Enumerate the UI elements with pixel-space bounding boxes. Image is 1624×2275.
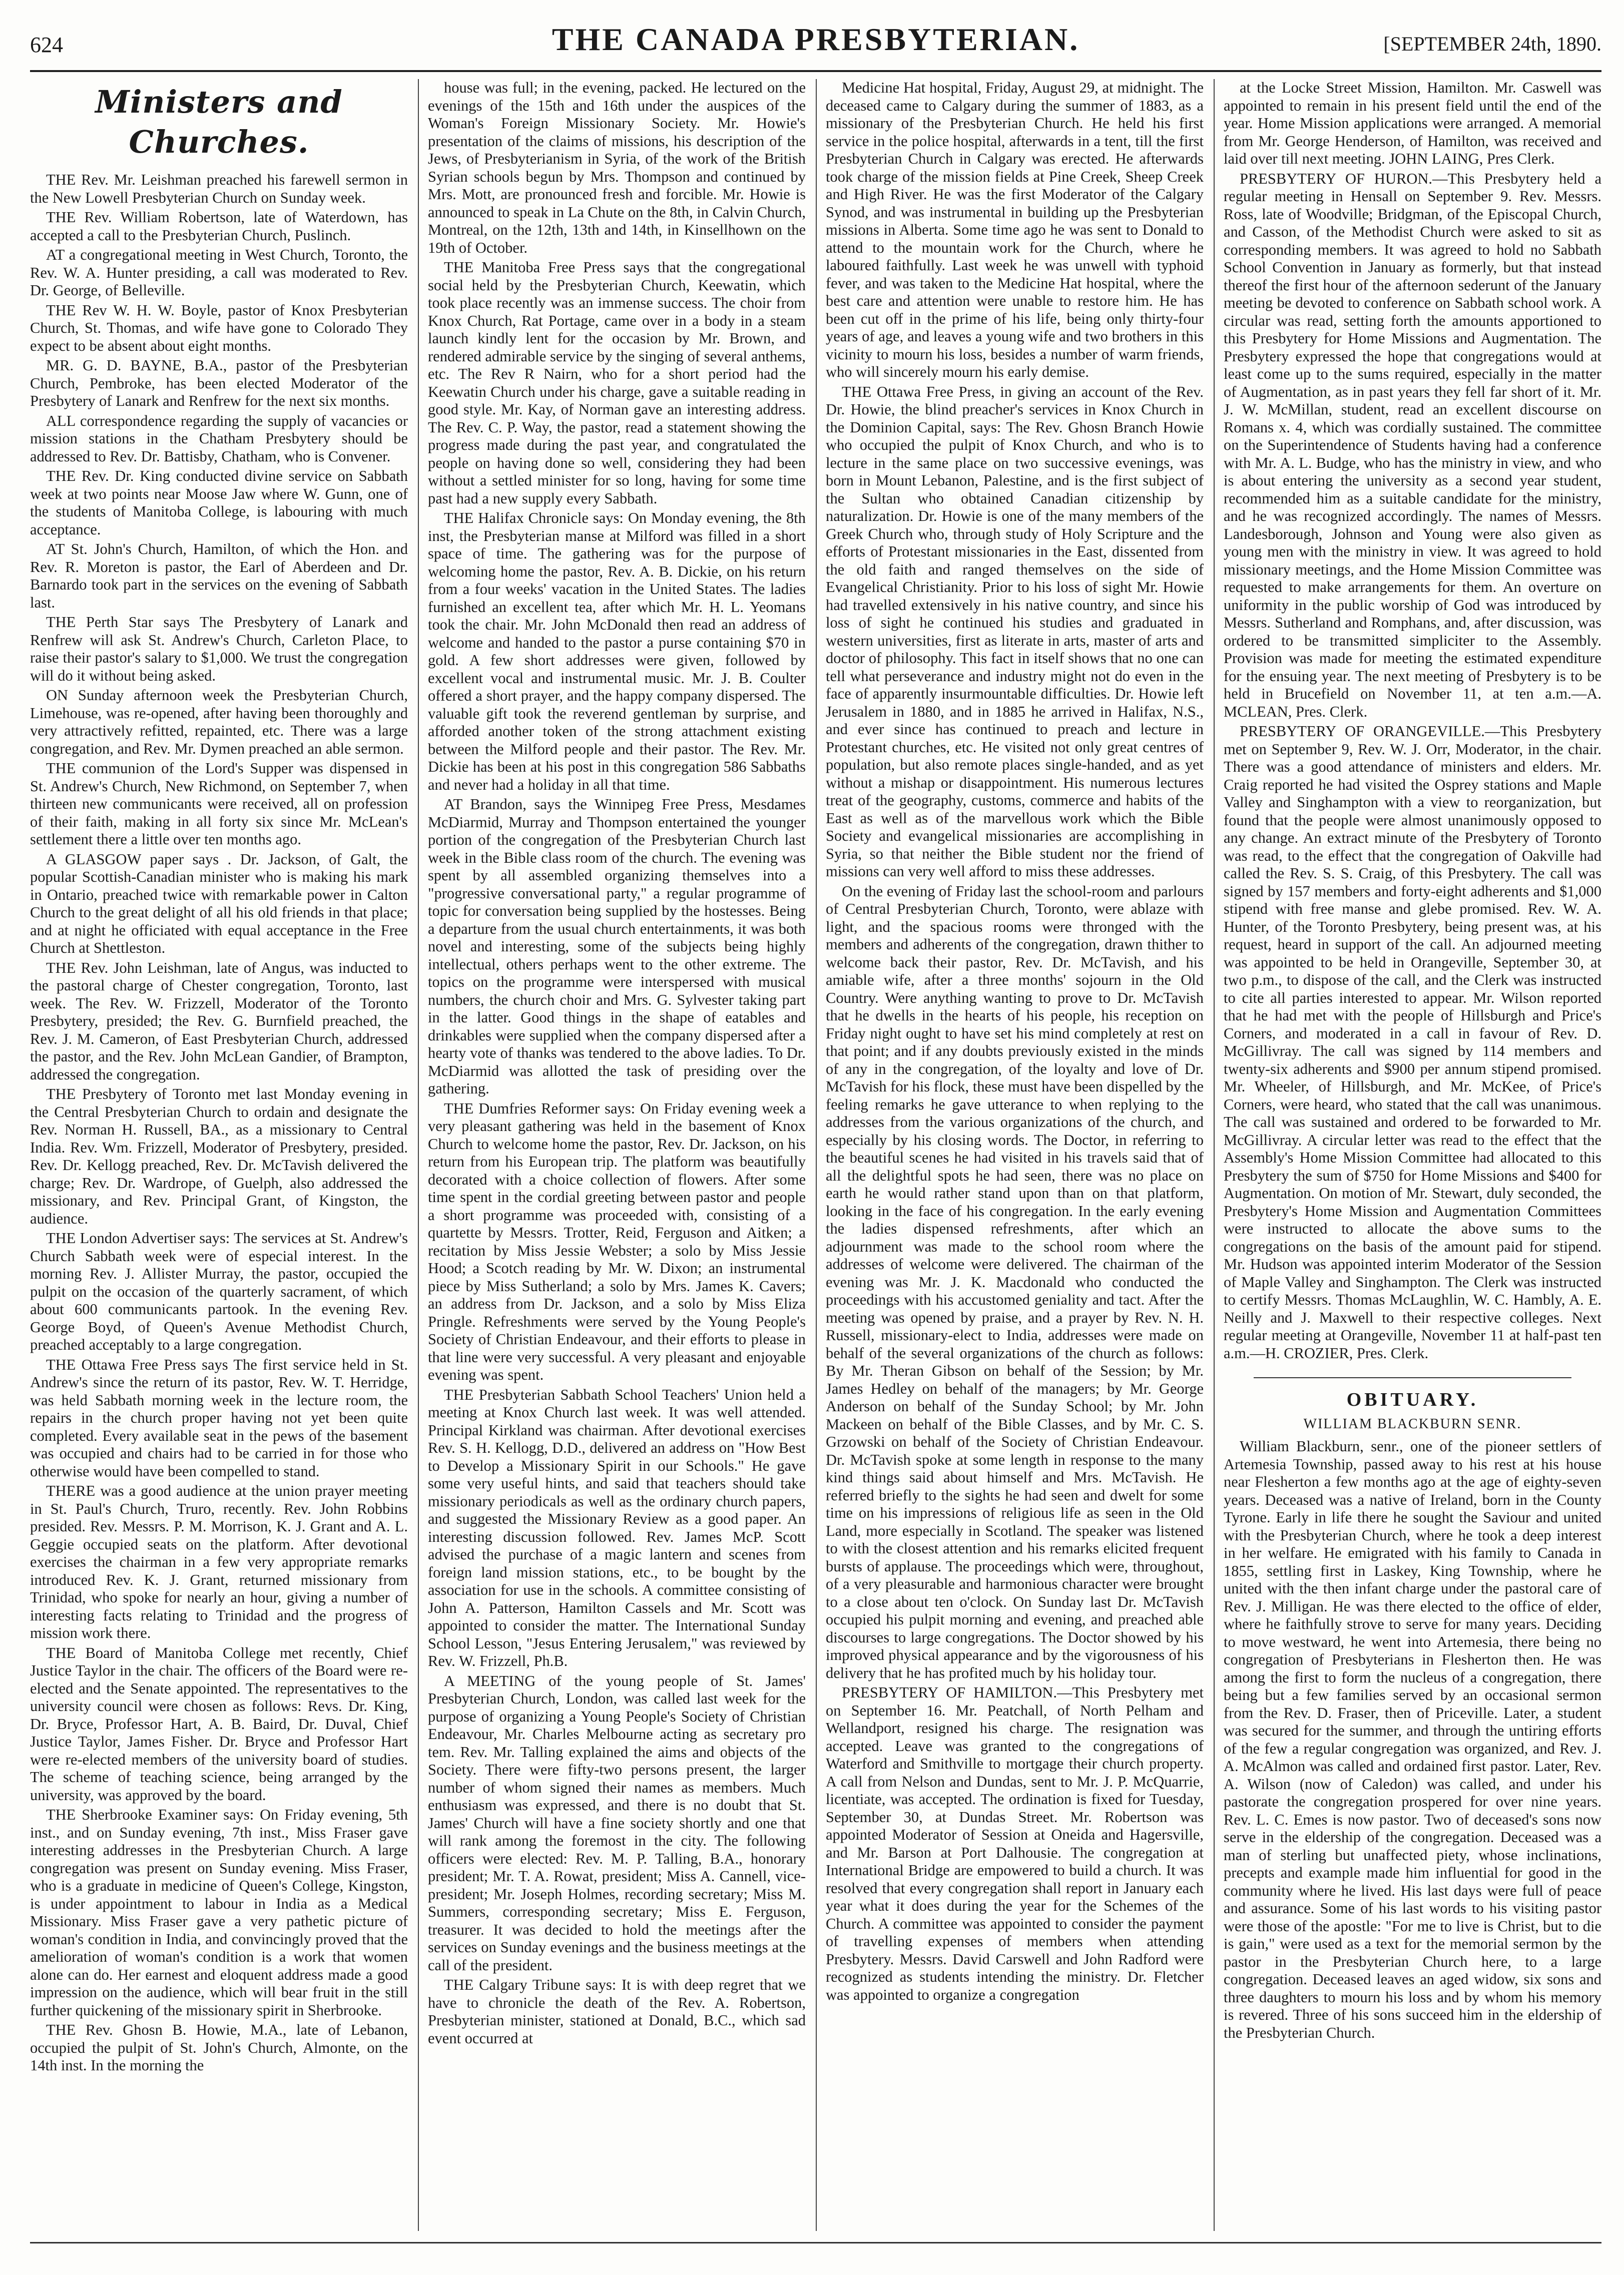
page-header — [30, 20, 1601, 70]
article-paragraph: ALL correspondence regarding the supply of vacancies or mission stations in the Chatham Presbytery should be addressed to Rev. Dr. Battisby, Chatham, who is Convener. — [30, 412, 408, 465]
article-paragraph: THE Rev. Dr. King conducted divine service on Sabbath week at two points near Moose Jaw where W. Gunn, one of the students of Manitoba College, is labouring with much acceptance. — [30, 467, 408, 538]
article-paragraph: AT Brandon, says the Winnipeg Free Press, Mesdames McDiarmid, Murray and Thompson entertained the younger portion of the congregation of the Presbyterian Church last week in the Bible class room of the church. The evening was spent by all assembled organizing themselves into a "progressive conversational party," a regular programme of topic for conversation being supplied by the hostesses. Being a departure from the usual church entertainments, it was both novel and interesting, some of the subjects being highly intellectual, others perhaps went to the other extreme. The topics on the programme were interspersed with musical numbers, the church choir and Mrs. G. Sylvester taking part in the latter. Good things in the shape of eatables and drinkables were supplied when the company dispersed after a hearty vote of thanks was tendered to the above ladies. To Dr. McDiarmid was allotted the task of presiding over the gathering. — [428, 796, 806, 1097]
article-paragraph: at the Locke Street Mission, Hamilton. Mr. Caswell was appointed to remain in his present field until the end of the year. Home Mission applications were arranged. A memorial from Mr. George Henderson, of Hamilton, was received and laid over till next meeting. JOHN LAING, Pres Clerk. — [1224, 79, 1601, 167]
article-paragraph: A GLASGOW paper says . Dr. Jackson, of Galt, the popular Scottish-Canadian minister who is making his mark in Ontario, preached twice with remarkable power in Calton Church to the great delight of all his old friends in that place; and at night he officiated with equal acceptance in the Free Church at Shettleston. — [30, 850, 408, 956]
article-paragraph: William Blackburn, senr., one of the pioneer settlers of Artemesia Township, passed away to his rest at his house near Flesherton a few months ago at the age of eighty-seven years. Deceased was a native of Ireland, born in the County Tyrone. Early in life there he sought the Saviour and united with the Presbyterian Church, where he took a deep interest in her welfare. He emigrated with his family to Canada in 1855, settling first in Laskey, King Township, where he united with the then infant charge under the pastoral care of Rev. J. Milligan. He was there elected to the office of elder, where he faithfully strove to serve for many years. Deciding to move westward, he went into Artemesia, there being no congregation of Presbyterians in Flesherton then. He was among the first to form the nucleus of a congregation, there being but a few families served by an occasional sermon from the Rev. D. Fraser, then of Priceville. Later, a student was secured for the summer, and through the untiring efforts of the few a regular congregation was organized, and Rev. J. A. McAlmon was called and ordained first pastor. Later, Rev. A. Wilson (now of Caledon) was called, and under his pastorate the congregation prospered for over nine years. Rev. L. C. Emes is now pastor. Two of deceased's sons now serve in the eldership of the congregation. Deceased was a man of sterling but unaffected piety, whose inclinations, precepts and example made him influential for good in the community where he lived. His last days were full of peace and assurance. Some of his last words to his visiting pastor were those of the apostle: "For me to live is Christ, but to die is gain," were used as a text for the memorial sermon by the pastor in the Presbyterian Church here, to a large congregation. Deceased leaves an aged widow, six sons and three daughters to mourn his loss and by whom his memory is revered. Three of his sons succeed him in the eldership of the Presbyterian Church. — [1224, 1438, 1601, 2041]
footer-rule — [30, 2242, 1601, 2243]
article-paragraph: THE Calgary Tribune says: It is with deep regret that we have to chronicle the death of the Rev. A. Robertson, Presbyterian minister, stationed at Donald, B.C., which sad event occurred at — [428, 1976, 806, 2047]
article-paragraph: THE Rev. Ghosn B. Howie, M.A., late of Lebanon, occupied the pulpit of St. John's Church, Almonte, on the 14th inst. In the morning the — [30, 2021, 408, 2074]
article-paragraph: On the evening of Friday last the school-room and parlours of Central Presbyterian Church, Toronto, were ablaze with light, and the spacious rooms were thronged with the members and adherents of the congregation, drawn thither to welcome back their pastor, Rev. Dr. McTavish, and his amiable wife, after a three months' sojourn in the Old Country. Were anything wanting to prove to Dr. McTavish that he dwells in the hearts of his people, his reception on Friday night ought to have set his mind completely at rest on that point; and if any doubts previously existed in the minds of any in the congregation, of the loyalty and love of Dr. McTavish for his flock, these must have been dispelled by the feeling remarks he gave utterance to when replying to the addresses from the various organizations of the church, and especially by his closing words. The Doctor, in referring to the beautiful scenes he had visited in his travels said that of all the delightful spots he had seen, there was no place on earth he would rather stand upon than on that platform, looking in the face of his congregation. In the early evening the ladies dispensed refreshments, after which an adjournment was made to the school room where the addresses of welcome were delivered. The chairman of the evening was Mr. J. K. Macdonald who conducted the proceedings with his accustomed geniality and tact. After the meeting was opened by praise, and a prayer by Rev. N. H. Russell, missionary-elect to India, addresses were made on behalf of the several organizations of the church as follows: By Mr. Theran Gibson on behalf of the Session; by Mr. James Hedley on behalf of the managers; by Mr. George Anderson on behalf of the Sunday School; by Mr. John Mackeen on behalf of the Bible Classes, and by Mr. C. S. Grzowski on behalf of the Society of Christian Endeavour. Dr. McTavish spoke at some length in response to the many kind things said about himself and Mrs. McTavish. He referred briefly to the sights he had seen and dwelt for some time on his impressions of religious life as seen in the Old Land, more especially in Scotland. The speaker was listened to with the closest attention and his remarks elicited frequent bursts of applause. The proceedings which were, throughout, of a very pleasurable and harmonious character were brought to a close about ten o'clock. On Sunday last Dr. McTavish occupied his pulpit morning and evening, and preached able discourses to large congregations. The Doctor showed by his improved physical appearance and by the vigorousness of his delivery that he has profited much by his holiday tour. — [826, 882, 1204, 1681]
article-paragraph: AT St. John's Church, Hamilton, of which the Hon. and Rev. R. Moreton is pastor, the Earl of Aberdeen and Dr. Barnardo took part in the services on the evening of Sabbath last. — [30, 540, 408, 611]
article-paragraph: THE Perth Star says The Presbytery of Lanark and Renfrew will ask St. Andrew's Church, Carleton Place, to raise their pastor's salary to $1,000. We trust the congregation will do it without being asked. — [30, 614, 408, 684]
column-4-body — [1224, 79, 1601, 1362]
article-paragraph: MR. G. D. BAYNE, B.A., pastor of the Presbyterian Church, Pembroke, has been elected Moderator of the Presbytery of Lanark and Renfrew for the next six months. — [30, 357, 408, 409]
article-paragraph: ON Sunday afternoon week the Presbyterian Church, Limehouse, was re-opened, after having been thoroughly and very attractively refitted, repainted, etc. There was a large congregation, and Rev. Mr. Dymen preached an able sermon. — [30, 687, 408, 757]
article-paragraph: THE Halifax Chronicle says: On Monday evening, the 8th inst, the Presbyterian manse at Milford was filled in a short space of time. The gathering was for the purpose of welcoming home the pastor, Rev. A. B. Dickie, on his return from a four weeks' vacation in the United States. The ladies furnished an excellent tea, after which Mr. H. L. Yeomans took the chair. Mr. John McDonald then read an address of welcome and handed to the pastor a purse containing $70 in gold. A few short addresses were given, followed by excellent vocal and instrumental music. Mr. J. B. Coulter offered a short prayer, and the happy company dispersed. The valuable gift took the reverend gentleman by surprise, and afforded another token of the strong attachment existing between the Milford people and their pastor. The Rev. Mr. Dickie has been at his post in this congregation 586 Sabbaths and never had a holiday in all that time. — [428, 509, 806, 793]
header-rule — [30, 70, 1601, 72]
article-paragraph: house was full; in the evening, packed. He lectured on the evenings of the 15th and 16th under the auspices of the Woman's Foreign Missionary Society. Mr. Howie's presentation of the claims of missions, his description of the Jews, of Presbyterianism in Syria, of the work of the British Syrian schools begun by Mrs. Thompson and continued by Mrs. Mott, are pronounced fresh and forcible. Mr. Howie is announced to speak in La Chute on the 8th, in Calvin Church, Montreal, on the 12th, 13th and 14th, in Kinsellhown on the 19th of October. — [428, 79, 806, 256]
article-paragraph: PRESBYTERY OF HAMILTON.—This Presbytery met on September 16. Mr. Peatchall, of North Pelham and Wellandport, resigned his charge. The resignation was accepted. Leave was granted to the congregations of Waterford and Smithville to mortgage their church property. A call from Nelson and Dundas, sent to Mr. J. P. McQuarrie, licentiate, was accepted. The ordination is fixed for Tuesday, September 30, at Dundas Street. Mr. Robertson was appointed Moderator of Session at Oneida and Hagersville, and Mr. Barson at Port Dalhousie. The congregation at International Bridge are empowered to build a church. It was resolved that every congregation shall report in January each year what it does during the year for the Schemes of the Church. A committee was appointed to consider the payment of travelling expenses of members when attending Presbytery. Messrs. David Carswell and John Radford were recognized as students intending the ministry. Dr. Fletcher was appointed to organize a congregation — [826, 1684, 1204, 2003]
article-paragraph: AT a congregational meeting in West Church, Toronto, the Rev. W. A. Hunter presiding, a call was moderated to Rev. Dr. George, of Belleville. — [30, 246, 408, 299]
column-4 — [1214, 79, 1601, 2231]
article-paragraph: THE Rev. William Robertson, late of Waterdown, has accepted a call to the Presbyterian Church, Puslinch. — [30, 209, 408, 244]
article-columns — [30, 79, 1601, 2231]
page-number: 624 — [30, 33, 63, 57]
article-paragraph: THE Ottawa Free Press says The first service held in St. Andrew's since the return of its pastor, Rev. W. T. Herridge, was held Sabbath morning week in the lecture room, the repairs in the church proper having not yet been quite completed. Every available seat in the pews of the basement was occupied and chairs had to be carried in for those who otherwise would have been compelled to stand. — [30, 1356, 408, 1480]
article-paragraph: THE Rev. Mr. Leishman preached his farewell sermon in the New Lowell Presbyterian Church on Sunday week. — [30, 171, 408, 206]
obituary-body — [1224, 1438, 1601, 2042]
article-paragraph: PRESBYTERY OF ORANGEVILLE.—This Presbytery met on September 9, Rev. W. J. Orr, Moderator, in the chair. There was a good attendance of ministers and elders. Mr. Craig reported he had visited the Osprey stations and Maple Valley and Singhampton with a view to reorganization, but found that the people were almost unanimously opposed to any change. An extract minute of the Presbytery of Toronto was read, to the effect that the congregation of Oakville had called the Rev. S. S. Craig, of this Presbytery. The call was signed by 157 members and forty-eight adherents and $1,000 stipend with free manse and glebe promised. Rev. W. A. Hunter, of the Toronto Presbytery, being present was, at his request, heard in support of the call. An adjourned meeting was appointed to be held in Orangeville, September 30, at two p.m., to dispose of the call, and the Clerk was instructed to cite all parties interested to appear. Mr. Wilson reported that he had met with the people of Hillsburgh and Price's Corners, and moderated in a call in favour of Rev. D. McGillivray. The call was signed by 114 members and twenty-six adherents and $900 per annum stipend promised. Mr. Wheeler, of Hillsburgh, and Mr. McKee, of Price's Corners, were heard, who stated that the call was unanimous. The call was sustained and ordered to be forwarded to Mr. McGillivray. A circular letter was read to the effect that the Assembly's Home Mission Committee had allocated to this Presbytery the sum of $750 for Home Missions and $400 for Augmentation. On motion of Mr. Stewart, duly seconded, the Presbytery's Home Mission and Augmentation Committees were instructed to allocate the above sums to the congregations on the basis of the amount paid for stipend. Mr. Hudson was appointed interim Moderator of the Session of Maple Valley and Singhampton. The Clerk was instructed to certify Messrs. Thomas McLaughlin, W. C. Hambly, A. E. Neilly and J. Maxwell to their respective colleges. Next regular meeting at Orangeville, November 11 at half-past ten a.m.—H. CROZIER, Pres. Clerk. — [1224, 723, 1601, 1362]
issue-date: [SEPTEMBER 24th, 1890. — [1383, 33, 1601, 55]
article-paragraph: THE Rev W. H. W. Boyle, pastor of Knox Presbyterian Church, St. Thomas, and wife have gone to Colorado They expect to be absent about eight months. — [30, 301, 408, 354]
article-paragraph: THE communion of the Lord's Supper was dispensed in St. Andrew's Church, New Richmond, on September 7, when thirteen new communicants were received, all on profession of their faith, making in all forty six since Mr. McLean's settlement there a little over ten months ago. — [30, 760, 408, 848]
article-paragraph: THE Rev. John Leishman, late of Angus, was inducted to the pastoral charge of Chester congregation, Toronto, last week. The Rev. W. Frizzell, Moderator of the Toronto Presbytery, presided; the Rev. G. Burnfield preached, the Rev. J. M. Cameron, of East Presbyterian Church, addressed the pastor, and the Rev. John McLean Gandier, of Brampton, addressed the congregation. — [30, 959, 408, 1083]
article-paragraph: THE London Advertiser says: The services at St. Andrew's Church Sabbath week were of especial interest. In the morning Rev. J. Allister Murray, the pastor, occupied the pulpit on the occasion of the quarterly sacrament, of which about 600 communicants partook. In the evening Rev. George Boyd, of Queen's Avenue Methodist Church, preached acceptably to a large congregation. — [30, 1230, 408, 1353]
obituary-rule — [1254, 1377, 1571, 1378]
article-paragraph: THE Ottawa Free Press, in giving an account of the Rev. Dr. Howie, the blind preacher's services in Knox Church in the Dominion Capital, says: The Rev. Ghosn Branch Howie who occupied the pulpit of Knox Church, and who is to lecture in the same place on two successive evenings, was born in Mount Lebanon, Palestine, and is the first subject of the Sultan who obtained Canadian citizenship by naturalization. Dr. Howie is one of the many members of the Greek Church who, through study of Holy Scripture and the efforts of Protestant missionaries in the East, dissented from the old faith and ranged themselves on the side of Evangelical Christianity. Prior to his loss of sight Mr. Howie had travelled extensively in his native country, and since his loss of sight he continued his studies and graduated in western universities, first as literate in arts, master of arts and doctor of philosophy. This fact in itself shows that no one can tell what perseverance and industry might not do even in the face of apparently insurmountable difficulties. Dr. Howie left Jerusalem in 1880, and in 1885 he arrived in Halifax, N.S., and ever since has continued to preach and lecture in Protestant churches, etc. He visited not only great centres of population, but also remote places single-handed, and as yet without a mishap or disappointment. His numerous lectures treat of the geography, customs, commerce and habits of the East as well as of the marvellous work which the Bible Society and evangelical missionaries are accomplishing in Syria, so that neither the Bible student nor the friend of missions can very well afford to miss these addresses. — [826, 383, 1204, 880]
article-paragraph: THERE was a good audience at the union prayer meeting in St. Paul's Church, Truro, recently. Rev. John Robbins presided. Rev. Messrs. P. M. Morrison, K. J. Grant and A. L. Geggie occupied seats on the platform. After devotional exercises the chairman in a few very appropriate remarks introduced Rev. K. J. Grant, returned missionary from Trinidad, who spoke for nearly an hour, giving a number of interesting facts relating to Trinidad and the progress of mission work there. — [30, 1482, 408, 1641]
obituary-heading: OBITUARY. — [1346, 1389, 1479, 1410]
section-title: Ministers and Churches. — [95, 84, 343, 160]
article-paragraph: THE Dumfries Reformer says: On Friday evening week a very pleasant gathering was held in the basement of Knox Church to welcome home the pastor, Rev. Dr. Jackson, on his return from his European trip. The platform was beautifully decorated with a choice collection of flowers. After some time spent in the cordial greeting between pastor and people a short programme was proceeded with, consisting of a quartette by Messrs. Trotter, Reid, Ferguson and Aitken; a recitation by Miss Jessie Webster; a solo by Miss Jessie Hood; a Scotch reading by Mr. W. Dixon; an instrumental piece by Miss Sutherland; a solo by Mrs. James K. Cavers; an address from Dr. Jackson, and a solo by Miss Eliza Pringle. Refreshments were served by the Young People's Society of Christian Endeavour, and their efforts to please in that line were very successful. A very pleasant and enjoyable evening was spent. — [428, 1099, 806, 1383]
masthead: THE CANADA PRESBYTERIAN. — [552, 22, 1080, 57]
article-paragraph: Medicine Hat hospital, Friday, August 29, at midnight. The deceased came to Calgary during the summer of 1883, as a missionary of the Presbyterian Church. He held his first service in the police hospital, afterwards in a tent, till the first Presbyterian Church in Calgary was erected. He afterwards took charge of the mission fields at Pine Creek, Sheep Creek and High River. He was the first Moderator of the Calgary Synod, and was instrumental in building up the Presbyterian missions in Alberta. Some time ago he was sent to Donald to attend to the mountain work for the Church, where he laboured faithfully. Last week he was unwell with typhoid fever, and was taken to the Medicine Hat hospital, where the best care and attention were unable to restore him. He has been cut off in the prime of his life, being only thirty-four years of age, and leaves a young wife and two brothers in this vicinity to mourn his loss, besides a number of warm friends, who will sincerely mourn his early demise. — [826, 79, 1204, 380]
article-paragraph: PRESBYTERY OF HURON.—This Presbytery held a regular meeting in Hensall on September 9. Rev. Messrs. Ross, late of Woodville; Bridgman, of the Episcopal Church, and Casson, of the Methodist Church were asked to sit as corresponding members. It was agreed to hold no Sabbath School Convention in January as formerly, but that instead thereof the first hour of the afternoon sederunt of the January meeting be devoted to conference on Sabbath school work. A circular was read, setting forth the amounts apportioned to this Presbytery for Home Missions and Augmentation. The Presbytery expressed the hope that congregations would at least come up to the sums required, especially in the matter of Augmentation, as in past years they fell far short of it. Mr. J. W. McMillan, student, read an excellent discourse on Romans x. 4, which was cordially sustained. The committee on the Superintendence of Students having had a conference with Mr. A. L. Budge, who has the ministry in view, and who is about entering the university as a second year student, recommended him as a suitable candidate for the ministry, and he was recognized accordingly. The names of Messrs. Landesborough, Johnson and Young were also given as young men with the ministry in view. It was agreed to hold missionary meetings, and the Home Mission Committee was requested to make arrangements for them. An overture on uniformity in the public worship of God was introduced by Messrs. Sutherland and Romphans, and, after discussion, was ordered to be transmitted simpliciter to the Assembly. Provision was made for meeting the estimated expenditure for the ensuing year. The next meeting of Presbytery is to be held in Brucefield on November 11, at ten a.m.—A. MCLEAN, Pres. Clerk. — [1224, 170, 1601, 720]
obituary-subhead: WILLIAM BLACKBURN SENR. — [1303, 1416, 1522, 1432]
column-2 — [418, 79, 806, 2231]
column-1 — [30, 79, 408, 2231]
article-paragraph: A MEETING of the young people of St. James' Presbyterian Church, London, was called last week for the purpose of organizing a Young People's Society of Christian Endeavour, Mr. Charles Melbourne acting as secretary pro tem. Rev. Mr. Talling explained the aims and objects of the Society. There were fifty-two persons present, the larger number of whom signed their names as members. Much enthusiasm was expressed, and there is no doubt that St. James' Church will have a fine society shortly and one that will rank among the foremost in the city. The following officers were elected: Rev. M. P. Talling, B.A., honorary president; Mr. T. A. Rowat, president; Miss A. Cannell, vice-president; Mr. Joseph Holmes, recording secretary; Miss M. Summers, corresponding secretary; Miss E. Ferguson, treasurer. It was decided to hold the meetings after the services on Sunday evenings and the business meetings at the call of the president. — [428, 1672, 806, 1974]
article-paragraph: THE Sherbrooke Examiner says: On Friday evening, 5th inst., and on Sunday evening, 7th inst., Miss Fraser gave interesting addresses in the Presbyterian Church. A large congregation was present on Sunday evening. Miss Fraser, who is a graduate in medicine of Queen's College, Kingston, is under appointment to labour in India as a Medical Missionary. Miss Fraser gave a very pathetic picture of woman's condition in India, and convincingly proved that the amelioration of woman's condition is a work that women alone can do. Her earnest and eloquent address made a good impression on the audience, which will bear fruit in the still further quickening of the missionary spirit in Sherbrooke. — [30, 1806, 408, 2019]
article-paragraph: THE Board of Manitoba College met recently, Chief Justice Taylor in the chair. The officers of the Board were re-elected and the Senate appointed. The representatives to the university council were chosen as follows: Revs. Dr. King, Dr. Bryce, Professor Hart, A. B. Baird, Dr. Duval, Chief Justice Taylor, James Fisher. Dr. Bryce and Professor Hart were re-elected members of the university board of studies. The scheme of teaching science, being arranged by the university, was approved by the board. — [30, 1644, 408, 1804]
column-3 — [816, 79, 1204, 2231]
article-paragraph: THE Manitoba Free Press says that the congregational social held by the Presbyterian Church, Keewatin, which took place recently was an immense success. The choir from Knox Church, Rat Portage, came over in a body in a steam launch kindly lent for the occasion by Mr. Brown, and rendered admirable service by the singing of several anthems, etc. The Rev R Nairn, who for a short period had the Keewatin Church under his charge, gave a suitable reading in good style. Mr. Kay, of Norman gave an interesting address. The Rev. C. P. Way, the pastor, read a statement showing the progress made during the past year, and congratulated the people on having done so well, considering they had been without a settled minister for so long, having for some time past had a new supply every Sabbath. — [428, 259, 806, 507]
article-paragraph: THE Presbytery of Toronto met last Monday evening in the Central Presbyterian Church to ordain and designate the Rev. Norman H. Russell, BA., as a missionary to Central India. Rev. Wm. Frizzell, Moderator of Presbytery, presided. Rev. Dr. Kellogg preached, Rev. Dr. McTavish delivered the charge; Rev. Dr. Wardrope, of Guelph, also addressed the missionary, and Rev. Principal Grant, of Kingston, the audience. — [30, 1085, 408, 1227]
article-paragraph: THE Presbyterian Sabbath School Teachers' Union held a meeting at Knox Church last week. It was well attended. Principal Kirkland was chairman. After devotional exercises Rev. S. H. Kellogg, D.D., delivered an address on "How Best to Develop a Missionary Spirit in our Schools." He gave some very useful hints, and said that teachers should take missionary periodicals as well as the ordinary church papers, and suggested the Missionary Review as a good paper. An interesting discussion followed. Rev. James McP. Scott advised the purchase of a magic lantern and scenes from foreign land mission stations, etc., to be bought by the association for use in the schools. A committee consisting of John A. Patterson, Hamilton Cassels and Mr. Scott was appointed to consider the matter. The International Sunday School Lesson, "Jesus Entering Jerusalem," was reviewed by Rev. W. Frizzell, Ph.B. — [428, 1386, 806, 1669]
